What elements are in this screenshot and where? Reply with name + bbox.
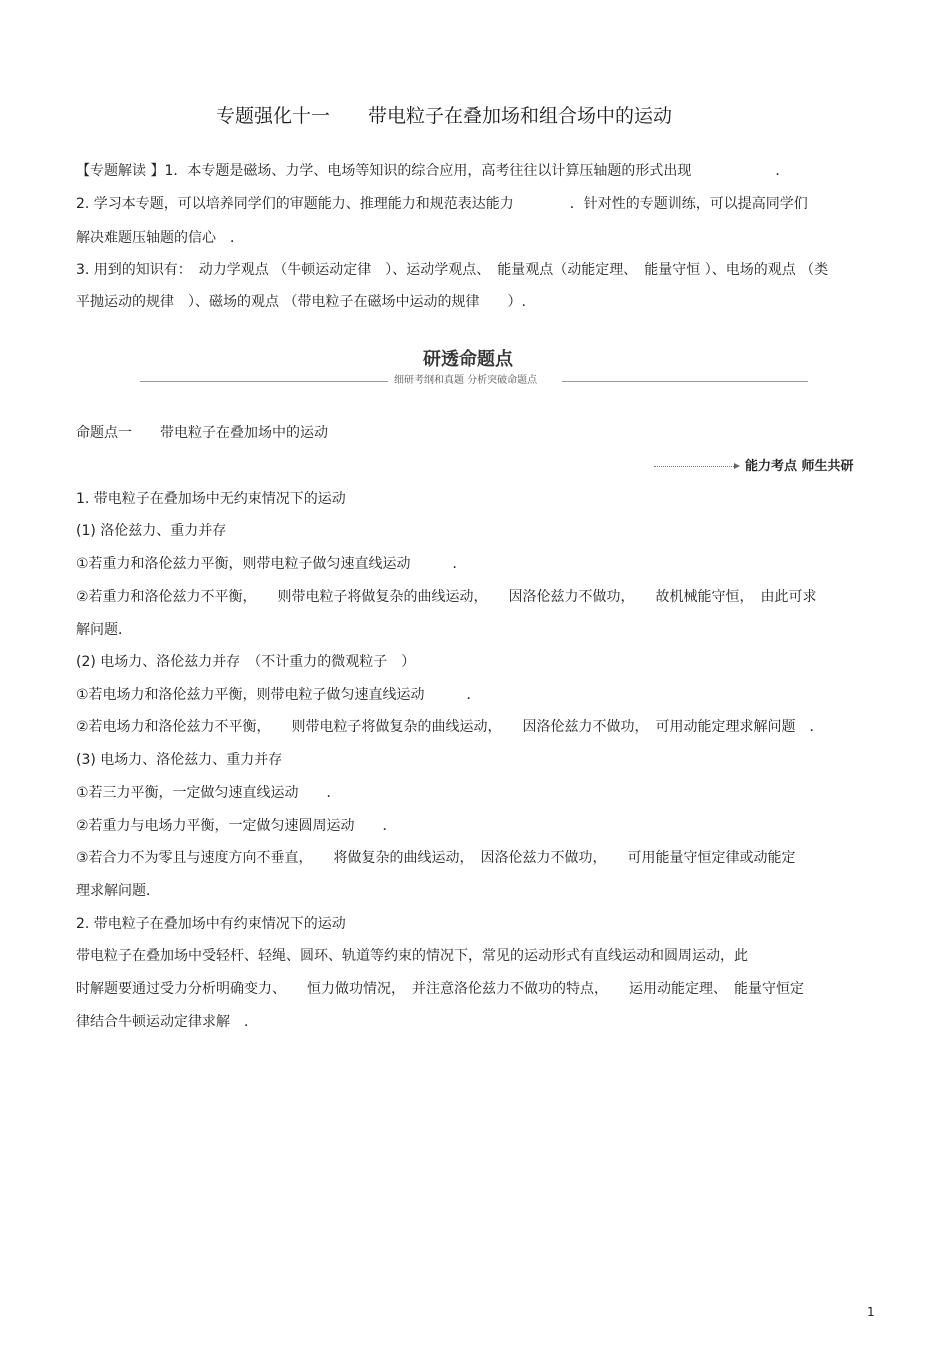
intro-line-5: 平抛运动的规律 ）、磁场的观点 （带电粒子在磁场中运动的规律 ）. [76,294,526,310]
body-line-3: ①若重力和洛伦兹力平衡，则带电粒子做匀速直线运动 ． [76,556,467,572]
intro-line-4: 3. 用到的知识有： 动力学观点 （牛顿运动定律 ）、运动学观点、 能量观点（动能定理、 能量守恒 ）、电场的观点 （类 [76,262,829,278]
body-line-14: 2. 带电粒子在叠加场中有约束情况下的运动 [76,916,346,932]
body-line-5: 解问题． [76,622,132,638]
page-number: 1 [867,1305,875,1319]
topic-heading: 命题点一 带电粒子在叠加场中的运动 [76,425,328,441]
intro-line-1: 【专题解读 】1．本专题是磁场、力学、电场等知识的综合应用，高考往往以计算压轴题的形式出现 ． [76,163,790,179]
intro-line-2: 2. 学习本专题，可以培养同学们的审题能力、推理能力和规范表达能力 ．针对性的专题训练，可以提高同学们 [76,196,808,212]
section-subtitle: 细研考纲和真题 分析突破命题点 [394,375,538,386]
body-line-6: (2) 电场力、洛伦兹力并存 （不计重力的微观粒子 ） [76,654,416,670]
intro-line-3: 解决难题压轴题的信心 ． [76,230,244,246]
page-title: 专题强化十一 带电粒子在叠加场和组合场中的运动 [216,105,673,127]
body-line-12: ③若合力不为零且与速度方向不垂直， 将做复杂的曲线运动， 因洛伦兹力不做功， 可用能量守恒定律或动能定 [76,850,796,866]
body-line-7: ①若电场力和洛伦兹力平衡，则带电粒子做匀速直线运动 ． [76,687,481,703]
body-line-13: 理求解问题． [76,883,160,899]
section-rule-right [562,381,808,382]
body-line-9: (3) 电场力、洛伦兹力、重力并存 [76,752,283,768]
tag-arrow-line [654,466,734,467]
tag-arrow-icon [734,463,740,469]
section-rule-left [140,381,388,382]
body-line-11: ②若重力与电场力平衡，一定做匀速圆周运动 ． [76,818,397,834]
section-title: 研透命题点 [423,349,513,370]
body-line-15: 带电粒子在叠加场中受轻杆、轻绳、圆环、轨道等约束的情况下，常见的运动形式有直线运动和圆周运动，此 [76,948,748,964]
body-line-8: ②若电场力和洛伦兹力不平衡， 则带电粒子将做复杂的曲线运动， 因洛伦兹力不做功， 可用动能定理求解问题 ． [76,719,824,735]
body-line-2: (1) 洛伦兹力、重力并存 [76,523,227,539]
body-line-17: 律结合牛顿运动定律求解 ． [76,1014,258,1030]
ability-tag: 能力考点 师生共研 [745,459,854,474]
body-line-16: 时解题要通过受力分析明确变力、 恒力做功情况， 并注意洛伦兹力不做功的特点， 运用动能定理、 能量守恒定 [76,981,804,997]
body-line-4: ②若重力和洛伦兹力不平衡， 则带电粒子将做复杂的曲线运动， 因洛伦兹力不做功， 故机械能守恒， 由此可求 [76,589,817,605]
body-line-10: ①若三力平衡，一定做匀速直线运动 ． [76,785,341,801]
body-line-1: 1. 带电粒子在叠加场中无约束情况下的运动 [76,491,346,507]
